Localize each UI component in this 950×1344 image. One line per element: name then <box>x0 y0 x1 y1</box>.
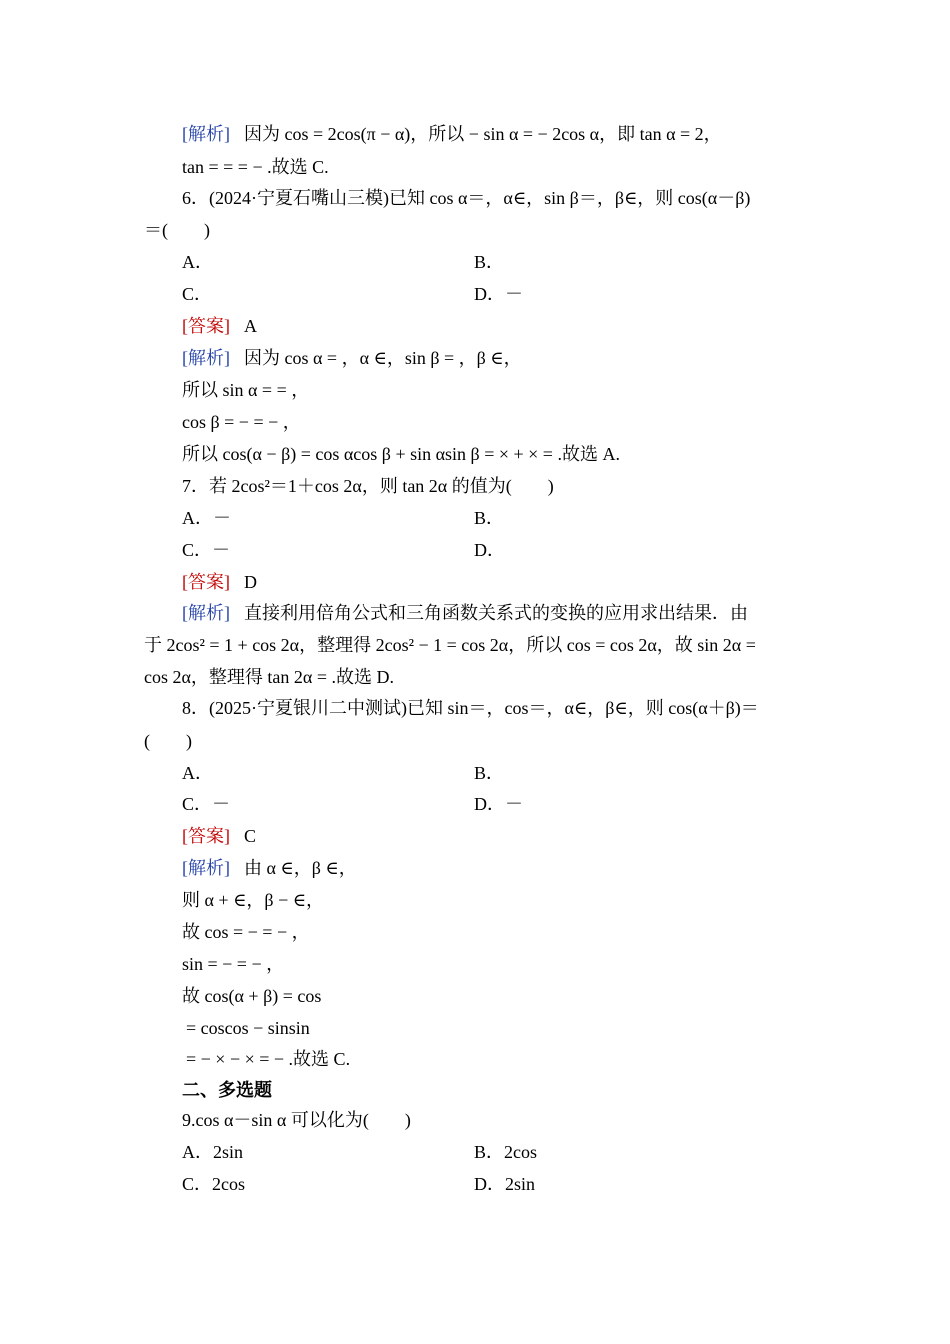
text-line: 由 α ∈，β ∈， <box>244 858 357 878</box>
option-d: D．2sin <box>474 1174 536 1194</box>
text-line: = − × − × = − .故选 C. <box>186 1049 351 1069</box>
text-line: 所以 sin α = = ， <box>182 380 310 400</box>
text-line: tan = = = − .故选 C. <box>182 157 329 177</box>
analysis-tag: [解析] <box>182 858 230 878</box>
section-heading: 二、多选题 <box>182 1080 272 1100</box>
answer-tag: [答案] <box>182 316 230 336</box>
option-c: C． <box>182 284 213 304</box>
analysis-tag: [解析] <box>182 348 230 368</box>
answer-value: D <box>244 572 257 592</box>
text-line: 所以 cos(α − β) = cos αcos β + sin αsin β = × + × = .故选 A. <box>182 444 620 464</box>
analysis-line <box>182 856 357 880</box>
question-6-stem: 6．(2024·宁夏石嘴山三模)已知 cos α＝，α∈，sin β＝，β∈，则 cos(α－β) <box>182 188 751 208</box>
text-line: 直接利用倍角公式和三角函数关系式的变换的应用求出结果．由 <box>244 603 748 623</box>
option-a: A． <box>182 763 213 783</box>
question-6-stem-cont: ＝( ) <box>144 220 210 240</box>
text-line: 故 cos = − = − ， <box>182 922 310 942</box>
option-a: A． <box>182 252 213 272</box>
option-a: A．－ <box>182 508 231 528</box>
text-line: 于 2cos² = 1 + cos 2α，整理得 2cos² − 1 = cos 2α，所以 cos = cos 2α，故 sin 2α = <box>144 635 756 655</box>
question-9-stem: 9.cos α－sin α 可以化为( ) <box>182 1110 411 1130</box>
option-b: B． <box>474 763 505 783</box>
answer-line <box>182 314 257 338</box>
option-d: D．－ <box>474 284 523 304</box>
option-d: D．－ <box>474 794 523 814</box>
text-line: 故 cos(α + β) = cos <box>182 986 322 1006</box>
option-b: B． <box>474 508 505 528</box>
text-line: 因为 cos = 2cos(π − α)，所以 − sin α = − 2cos α，即 tan α = 2， <box>244 124 722 144</box>
answer-line <box>182 570 257 594</box>
option-c: C．－ <box>182 540 231 560</box>
text-line: cos 2α，整理得 tan 2α = .故选 D. <box>144 667 394 687</box>
text-line: 则 α + ∈，β − ∈， <box>182 890 325 910</box>
text-line: cos β = − = − ， <box>182 412 301 432</box>
option-b: B．2cos <box>474 1142 537 1162</box>
answer-value: A <box>244 316 257 336</box>
analysis-line <box>182 601 748 625</box>
option-d: D． <box>474 540 505 560</box>
text-line: = coscos − sinsin <box>186 1018 310 1038</box>
question-8-stem-cont: ( ) <box>144 731 192 751</box>
option-a: A．2sin <box>182 1142 244 1162</box>
option-b: B． <box>474 252 505 272</box>
answer-tag: [答案] <box>182 826 230 846</box>
option-c: C．2cos <box>182 1174 245 1194</box>
question-8-stem: 8．(2025·宁夏银川二中测试)已知 sin＝，cos＝，α∈，β∈，则 cos(α＋β)＝ <box>182 698 759 718</box>
text-line: sin = − = − ， <box>182 954 285 974</box>
analysis-line <box>182 122 722 146</box>
answer-line <box>182 824 256 848</box>
analysis-tag: [解析] <box>182 603 230 623</box>
answer-tag: [答案] <box>182 572 230 592</box>
analysis-line <box>182 346 522 370</box>
option-c: C．－ <box>182 794 231 814</box>
question-7-stem: 7．若 2cos²＝1＋cos 2α，则 tan 2α 的值为( ) <box>182 476 554 496</box>
answer-value: C <box>244 826 257 846</box>
text-line: 因为 cos α = ，α ∈，sin β = ，β ∈， <box>244 348 522 368</box>
analysis-tag: [解析] <box>182 124 230 144</box>
